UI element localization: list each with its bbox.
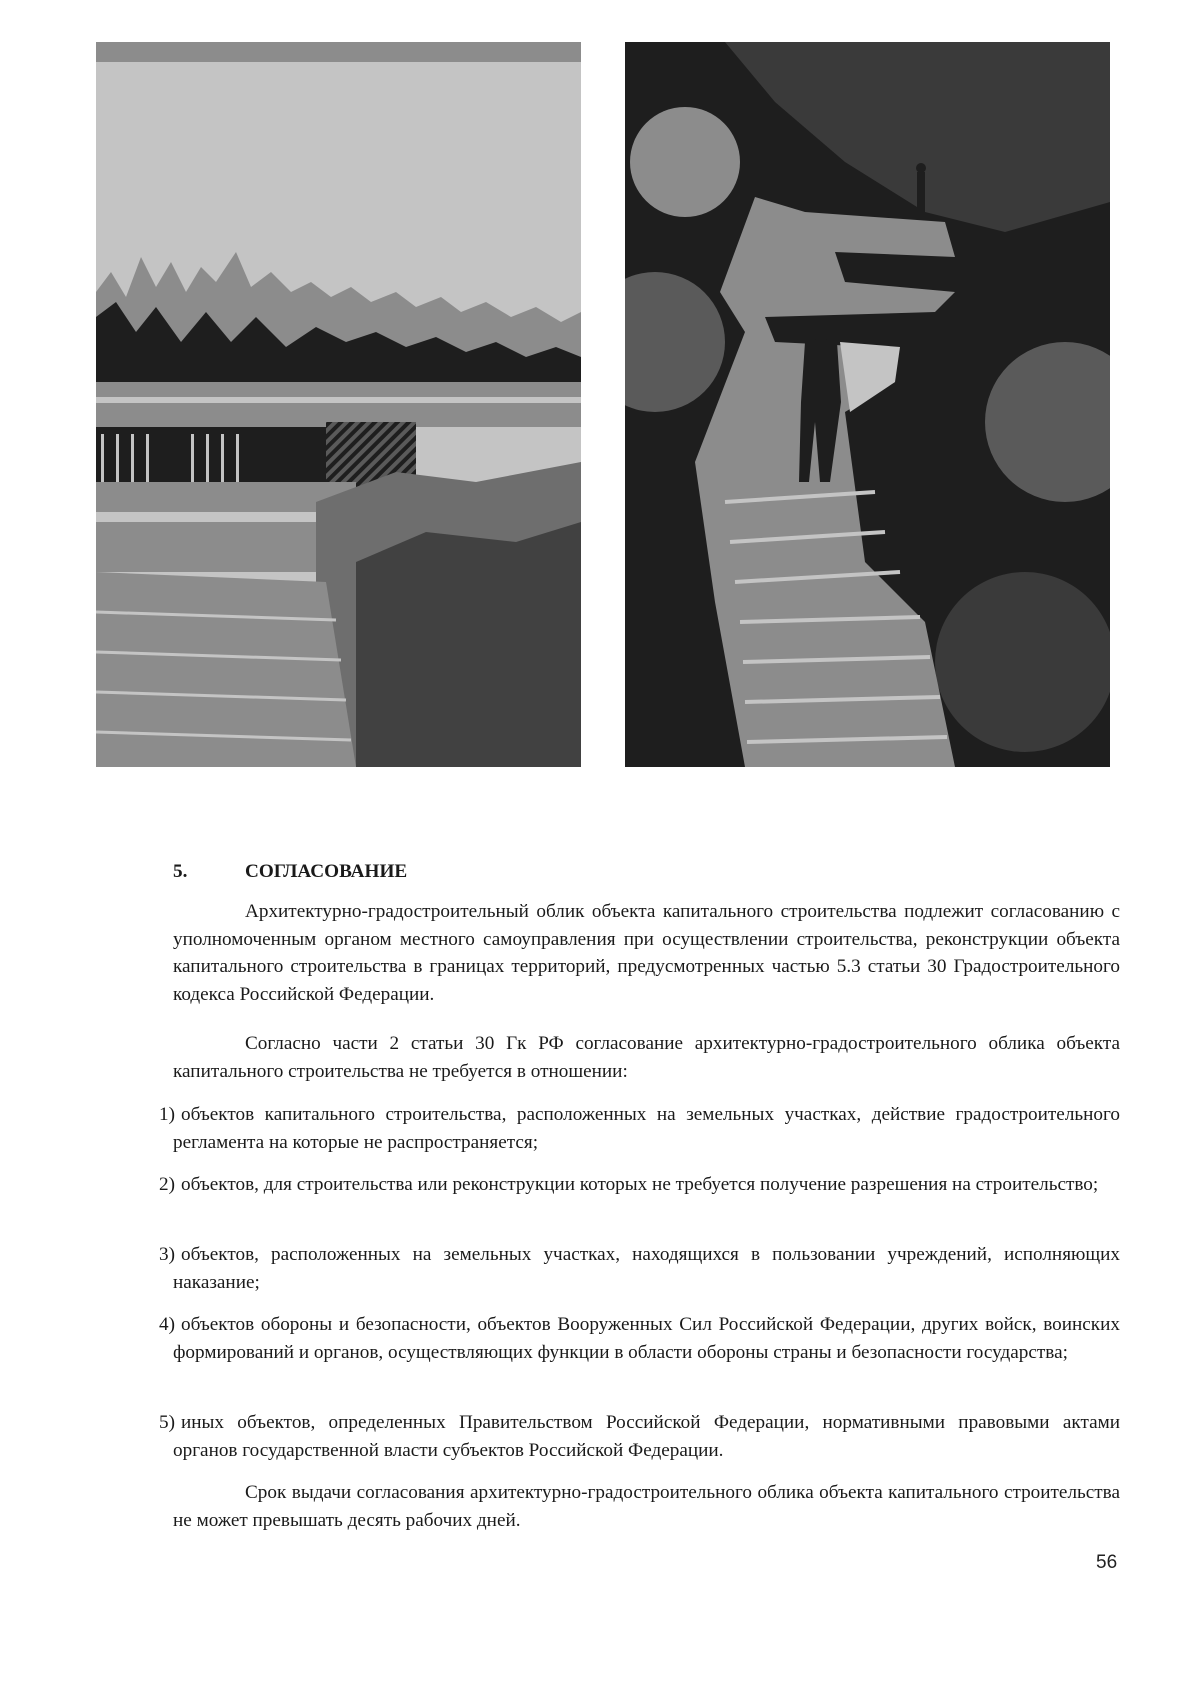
- pond-pier-photo: [96, 42, 581, 767]
- list-marker: 4): [159, 1314, 175, 1335]
- paragraph-approval-deadline: Срок выдачи согласования архитектурно-градостроительного облика объекта капитального строительства не может превышать десять рабочих дней.: [173, 1482, 1120, 1531]
- landscape-photo-icon: [96, 42, 581, 767]
- list-item-text: иных объектов, определенных Правительством Российской Федерации, нормативными правовыми актами органов государственной власти субъектов Российской Федерации.: [173, 1412, 1120, 1461]
- list-item-text: объектов обороны и безопасности, объектов Вооруженных Сил Российской Федерации, других войск, воинских формирований и органов, осуществляющих функции в области обороны страны и безопасности государства;: [173, 1314, 1120, 1363]
- list-item: [159, 1171, 1120, 1199]
- list-marker: 3): [159, 1244, 175, 1265]
- boardwalk-path-photo: [625, 42, 1110, 767]
- list-item-text: объектов, расположенных на земельных участках, находящихся в пользовании учреждений, исполняющих наказание;: [173, 1244, 1120, 1293]
- list-marker: 5): [159, 1412, 175, 1433]
- list-item: [159, 1311, 1120, 1366]
- list-item: [159, 1101, 1120, 1156]
- list-item-text: объектов капитального строительства, расположенных на земельных участках, действие градостроительного регламента на которые не распространяется;: [173, 1104, 1120, 1153]
- landscape-photo-icon: [625, 42, 1110, 767]
- paragraph-approval-requirement: Архитектурно-градостроительный облик объекта капитального строительства подлежит согласованию с уполномоченным органом местного самоуправления при осуществлении строительства, реконструкции объекта капитального строительства в границах территорий, предусмотренных частью 5.3 статьи 30 Градостроительного кодекса Российской Федерации.: [173, 901, 1120, 1005]
- page-number: 56: [1096, 1552, 1118, 1573]
- list-marker: 2): [159, 1174, 175, 1195]
- list-item: [159, 1409, 1120, 1464]
- section-heading: [173, 861, 407, 883]
- list-item: [159, 1241, 1120, 1296]
- paragraph-exemptions-intro: Согласно части 2 статьи 30 Гк РФ согласование архитектурно-градостроительного облика объекта капитального строительства не требуется в отношении:: [173, 1033, 1120, 1082]
- section-number: 5.: [173, 861, 188, 882]
- section-title: СОГЛАСОВАНИЕ: [245, 861, 408, 882]
- list-marker: 1): [159, 1104, 175, 1125]
- list-item-text: объектов, для строительства или реконструкции которых не требуется получение разрешения на строительство;: [180, 1174, 1099, 1195]
